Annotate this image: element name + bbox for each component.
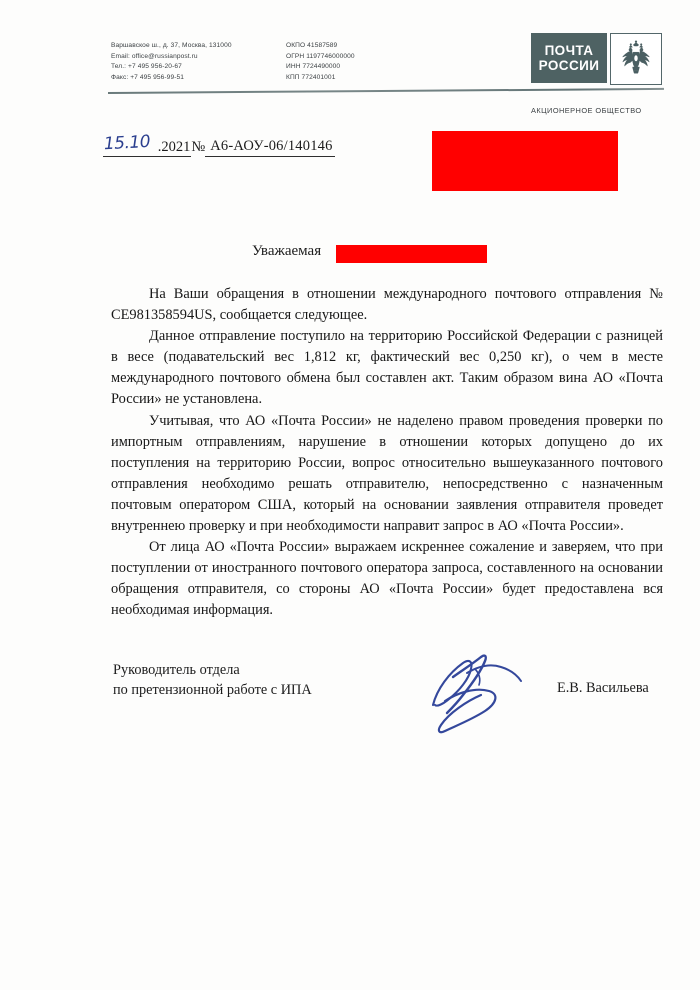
redacted-addressee-block [432,131,618,191]
signer-title-line-2: по претензионной работе с ИПА [113,681,312,698]
signer-title-line-1: Руководитель отдела [113,662,240,678]
handwritten-date: 15.10 [103,131,151,155]
logo-line-1: ПОЧТА [544,42,594,58]
russian-post-logo [531,33,662,85]
letterhead-registration-codes [286,41,355,83]
code-kpp: КПП 772401001 [286,73,336,81]
body-paragraph-4: От лица АО «Почта России» выражаем искреннее сожаление и заверяем, что при поступлении от иностранного почтового оператора запроса, составленного на основании обращения отправителя, со стороны АО «Почта России» будет предоставлена вся необходимая информация. [111,539,663,619]
body-paragraph-3: Учитывая, что АО «Почта России» не наделено правом проведения проверки по импортным отправлениям, нарушение в отношении которых допущено до их поступления на территорию России, вопрос относительно вышеуказанного почтового отправления необходимо решать отправителю, непосредственно с назначенным почтовым оператором США, который на основании заявления отправителя проведет внутреннею проверку и при необходимости направит запрос в АО «Почта России». [111,412,663,535]
contact-phone: Тел.: +7 495 956-20-67 [111,63,182,71]
letterhead [0,0,700,122]
letter-body [111,284,663,622]
handwritten-signature-icon [423,643,533,738]
contact-fax: Факс: +7 495 956-99-51 [111,73,185,81]
contact-address: Варшавское ш., д. 37, Москва, 131000 [111,42,232,49]
contact-email: Email: office@russianpost.ru [111,52,198,60]
signer-name: Е.В. Васильева [557,680,649,696]
document-number: А6-АОУ-06/140146 [205,138,334,157]
body-paragraph-2: Данное отправление поступило на территорию Российской Федерации с разницей в весе (подавательский вес 1,812 кг, фактический вес 0,250 кг), о чем в месте международного почтового обмена был составлен акт. Таким образом вина АО «Почта России» не установлена. [111,328,663,408]
printed-year: .2021 [157,139,191,155]
code-okpo: ОКПО 41587589 [286,42,338,49]
logo-wordmark [531,33,607,83]
redacted-recipient-name-block [336,245,487,263]
logo-line-2: РОССИИ [538,57,600,73]
code-inn: ИНН 7724490000 [286,63,341,71]
letterhead-divider [108,88,664,94]
body-paragraph-1: На Ваши обращения в отношении международного почтового отправления № CE981358594US, сообщается следующее. [111,286,663,324]
legal-form-caption: АКЦИОНЕРНОЕ ОБЩЕСТВО [531,106,642,115]
salutation-text: Уважаемая [252,243,322,259]
code-ogrn: ОГРН 1197746000000 [286,52,355,60]
letterhead-contacts [111,41,232,83]
number-sign-label: № [191,139,206,155]
reference-date-group [103,131,191,157]
reference-line [103,131,335,157]
signer-title [113,661,312,700]
double-headed-eagle-icon [610,33,662,85]
